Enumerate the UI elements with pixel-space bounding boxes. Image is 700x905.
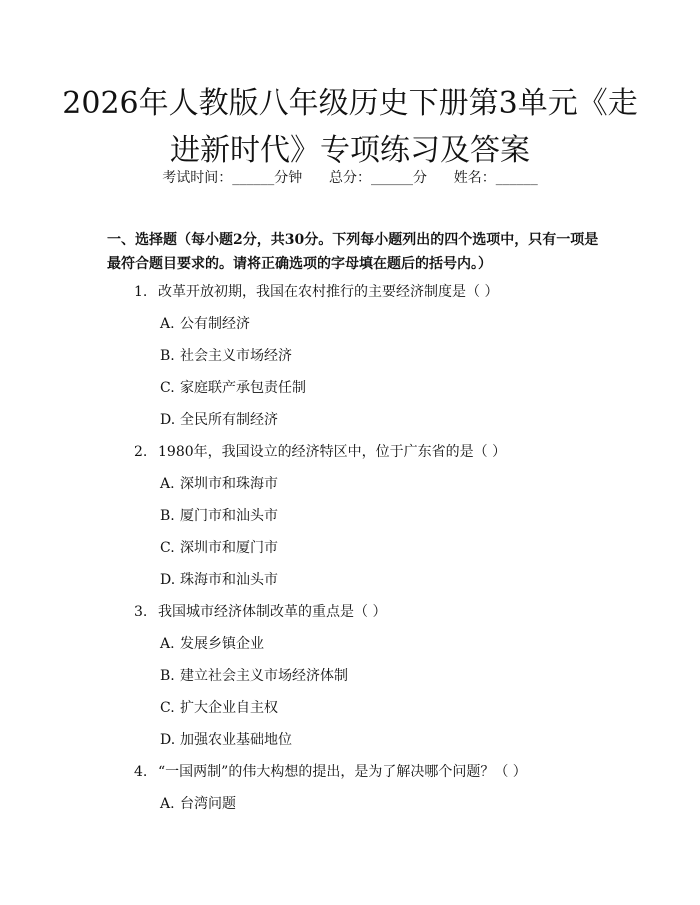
question-text: 1980年，我国设立的经济特区中，位于广东省的是（ ）	[158, 444, 507, 460]
question-1-option-a	[160, 314, 250, 334]
option-letter: B.	[160, 508, 175, 524]
question-3-option-a	[160, 634, 264, 654]
option-letter: C.	[160, 380, 175, 396]
question-3-option-c	[160, 698, 278, 718]
question-1-option-b	[160, 346, 292, 366]
option-letter: C.	[160, 540, 175, 556]
question-number: 4.	[134, 764, 148, 780]
option-letter: A.	[160, 796, 175, 812]
option-letter: B.	[160, 668, 175, 684]
question-4	[134, 762, 527, 782]
question-3-option-d	[160, 730, 292, 750]
option-text: 扩大企业自主权	[180, 700, 278, 716]
option-text: 加强农业基础地位	[180, 732, 292, 748]
option-letter: D.	[160, 732, 176, 748]
document-title: 2026年人教版八年级历史下册第3单元《走进新时代》专项练习及答案	[62, 86, 638, 168]
question-text: “一国两制”的伟大构想的提出，是为了解决哪个问题？（ ）	[158, 764, 527, 780]
question-2-option-c	[160, 538, 278, 558]
option-letter: C.	[160, 700, 175, 716]
option-text: 深圳市和厦门市	[180, 540, 278, 556]
exam-info-line: 考试时间：______分钟 总分：______分 姓名：______	[162, 170, 538, 186]
question-2	[134, 442, 506, 462]
option-text: 社会主义市场经济	[180, 348, 292, 364]
option-letter: A.	[160, 316, 175, 332]
question-text: 改革开放初期，我国在农村推行的主要经济制度是（ ）	[158, 284, 499, 300]
option-text: 家庭联产承包责任制	[180, 380, 306, 396]
option-text: 台湾问题	[180, 796, 236, 812]
option-letter: A.	[160, 476, 175, 492]
question-2-option-b	[160, 506, 278, 526]
option-text: 深圳市和珠海市	[180, 476, 278, 492]
section-heading: 一、选择题（每小题2分，共30分。下列每小题列出的四个选项中，只有一项是最符合题目要求的。请将正确选项的字母填在题后的括号内。）	[107, 232, 599, 272]
option-text: 公有制经济	[180, 316, 250, 332]
question-1-option-c	[160, 378, 306, 398]
option-letter: D.	[160, 412, 176, 428]
question-1	[134, 282, 498, 302]
question-1-option-d	[160, 410, 278, 430]
question-3-option-b	[160, 666, 348, 686]
question-3	[134, 602, 386, 622]
option-text: 建立社会主义市场经济体制	[180, 668, 348, 684]
question-2-option-a	[160, 474, 278, 494]
option-letter: D.	[160, 572, 176, 588]
question-number: 3.	[134, 604, 148, 620]
option-text: 厦门市和汕头市	[180, 508, 278, 524]
question-2-option-d	[160, 570, 278, 590]
option-letter: A.	[160, 636, 175, 652]
option-text: 珠海市和汕头市	[180, 572, 278, 588]
question-4-option-a	[160, 794, 236, 814]
question-number: 1.	[134, 284, 148, 300]
question-text: 我国城市经济体制改革的重点是（ ）	[158, 604, 387, 620]
question-number: 2.	[134, 444, 148, 460]
option-text: 全民所有制经济	[180, 412, 278, 428]
option-letter: B.	[160, 348, 175, 364]
option-text: 发展乡镇企业	[180, 636, 264, 652]
